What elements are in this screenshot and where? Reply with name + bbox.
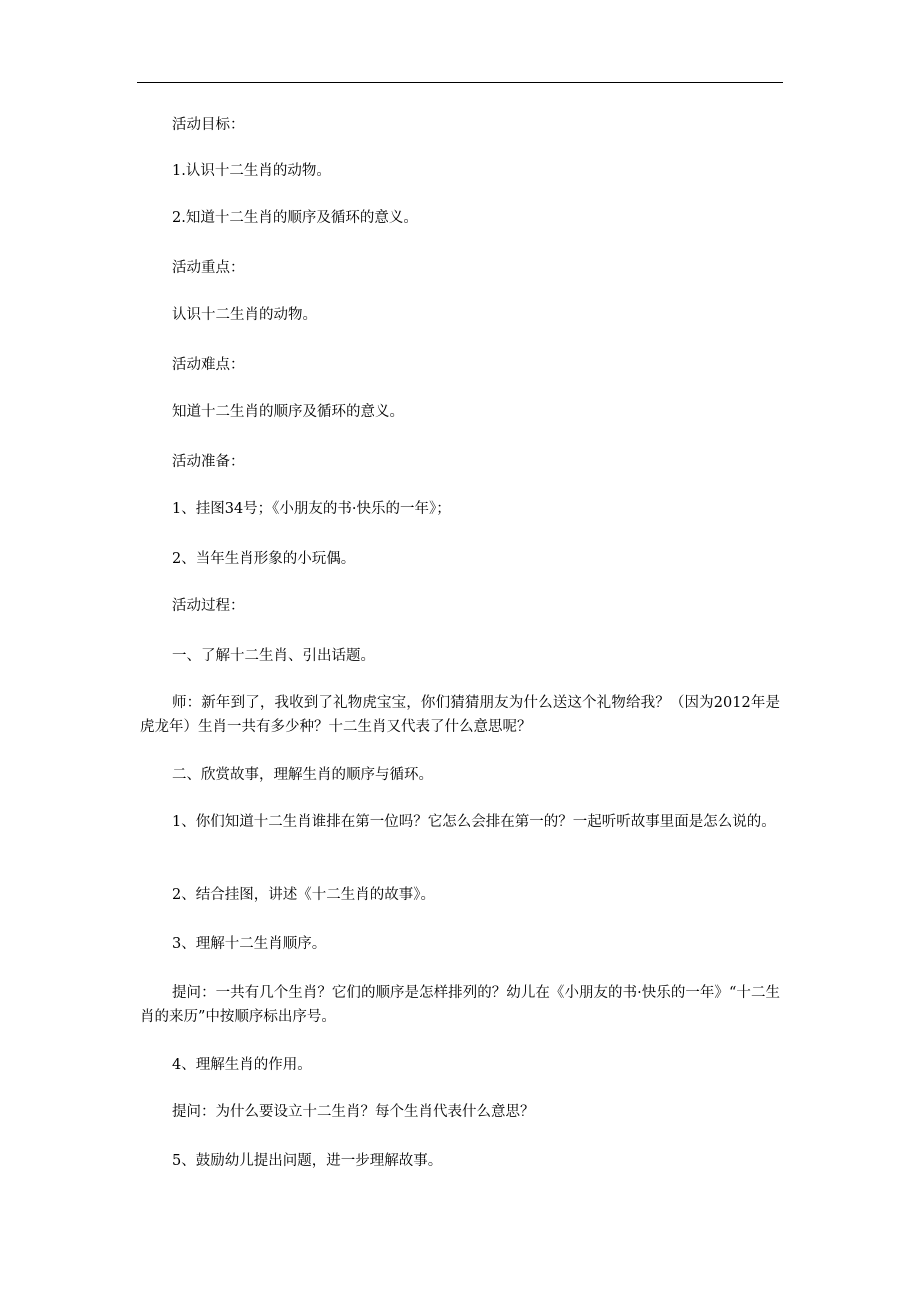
preparation-item-2: 2、当年生肖形象的小玩偶。 [172, 551, 356, 567]
preparation-item-1: 1、挂图34号；《小朋友的书·快乐的一年》； [172, 501, 451, 517]
process-sub-item-5: 5、鼓励幼儿提出问题，进一步理解故事。 [172, 1153, 443, 1169]
process-sub-item-3: 3、理解十二生肖顺序。 [172, 936, 327, 952]
process-step-2: 二、欣赏故事，理解生肖的顺序与循环。 [172, 767, 433, 783]
goal-item-1: 1.认识十二生肖的动物。 [172, 163, 331, 179]
process-sub-item-1: 1、你们知道十二生肖谁排在第一位吗？它怎么会排在第一的？一起听听故事里面是怎么说的。 [172, 814, 776, 830]
question-order: 提问：一共有几个生肖？它们的顺序是怎样排列的？幼儿在《小朋友的书·快乐的一年》“十二生肖的来历”中按顺序标出序号。 [140, 985, 780, 1025]
question-purpose: 提问：为什么要设立十二生肖？每个生肖代表什么意思？ [172, 1104, 535, 1120]
process-sub-item-2: 2、结合挂图，讲述《十二生肖的故事》。 [172, 887, 435, 903]
section-heading-key-point: 活动重点： [172, 260, 245, 276]
difficulty-text: 知道十二生肖的顺序及循环的意义。 [172, 404, 404, 420]
teacher-dialogue: 师：新年到了，我收到了礼物虎宝宝，你们猜猜朋友为什么送这个礼物给我？（因为2012年是虎龙年）生肖一共有多少种？十二生肖又代表了什么意思呢？ [140, 695, 780, 735]
goal-item-2: 2.知道十二生肖的顺序及循环的意义。 [172, 210, 418, 226]
section-heading-preparation: 活动准备： [172, 454, 245, 470]
section-heading-difficulty: 活动难点： [172, 357, 245, 373]
process-step-1: 一、了解十二生肖、引出话题。 [172, 648, 375, 664]
header-rule [137, 82, 783, 83]
section-heading-process: 活动过程： [172, 598, 245, 614]
key-point-text: 认识十二生肖的动物。 [172, 307, 317, 323]
process-sub-item-4: 4、理解生肖的作用。 [172, 1057, 312, 1073]
section-heading-goals: 活动目标： [172, 117, 245, 133]
